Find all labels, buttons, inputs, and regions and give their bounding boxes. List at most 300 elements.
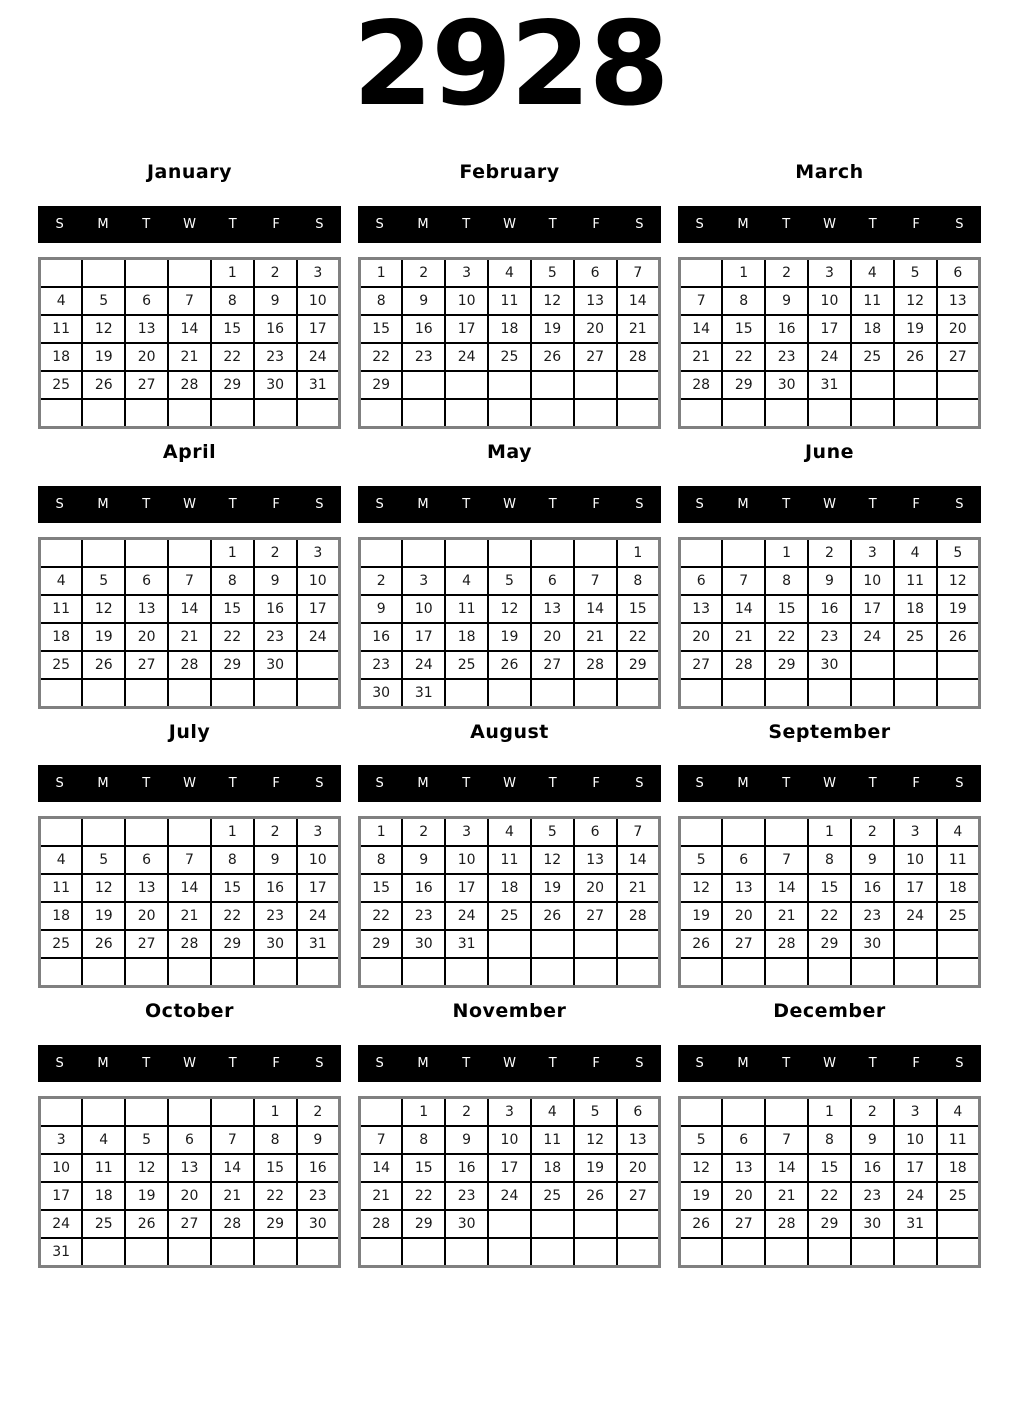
day-cell: 3 — [894, 818, 937, 847]
month-may — [358, 441, 661, 709]
weekday-label: W — [183, 776, 196, 792]
day-cell: 13 — [937, 287, 980, 315]
empty-day-cell — [488, 1210, 531, 1238]
day-cell: 25 — [937, 1182, 980, 1210]
weekday-header — [678, 765, 981, 802]
empty-day-cell — [808, 1238, 851, 1267]
week-row — [40, 902, 340, 930]
weekday-label: T — [548, 496, 557, 512]
day-cell: 27 — [125, 651, 168, 679]
day-cell: 9 — [851, 1126, 894, 1154]
day-cell: 5 — [125, 1126, 168, 1154]
day-cell: 5 — [82, 846, 125, 874]
day-cell: 6 — [574, 818, 617, 847]
day-cell: 27 — [617, 1182, 660, 1210]
week-row — [360, 371, 660, 399]
empty-day-cell — [211, 958, 254, 987]
day-cell: 23 — [765, 343, 808, 371]
day-cell: 8 — [211, 287, 254, 315]
day-cell: 26 — [82, 930, 125, 958]
day-cell: 7 — [617, 818, 660, 847]
day-cell: 29 — [617, 651, 660, 679]
day-cell: 21 — [680, 343, 723, 371]
day-cell: 23 — [402, 902, 445, 930]
week-row — [360, 1182, 660, 1210]
week-row — [360, 399, 660, 428]
empty-day-cell — [297, 651, 340, 679]
month-title: April — [162, 440, 217, 463]
day-cell: 20 — [125, 623, 168, 651]
weekday-label: S — [695, 1056, 704, 1071]
day-cell: 22 — [722, 343, 765, 371]
day-cell: 21 — [168, 902, 211, 930]
month-title: November — [452, 1000, 567, 1023]
day-cell: 19 — [680, 902, 723, 930]
weekday-label: S — [695, 496, 704, 512]
day-cell: 1 — [211, 818, 254, 847]
day-cell: 13 — [125, 595, 168, 623]
weekday-label: S — [955, 496, 964, 512]
day-cell: 31 — [40, 1238, 83, 1267]
weekday-label: W — [823, 1056, 836, 1071]
day-cell: 22 — [808, 1182, 851, 1210]
empty-day-cell — [488, 538, 531, 567]
day-cell: 24 — [488, 1182, 531, 1210]
day-cell: 29 — [360, 930, 403, 958]
month-december — [678, 1000, 981, 1268]
week-row — [360, 930, 660, 958]
weekday-label: T — [782, 1056, 791, 1071]
empty-day-cell — [765, 958, 808, 987]
empty-day-cell — [574, 399, 617, 428]
month-title: July — [168, 720, 211, 743]
empty-day-cell — [445, 679, 488, 708]
day-cell: 17 — [402, 623, 445, 651]
day-cell: 1 — [808, 1098, 851, 1127]
day-cell: 20 — [722, 902, 765, 930]
empty-day-cell — [360, 958, 403, 987]
month-july — [38, 721, 341, 989]
empty-day-cell — [531, 1210, 574, 1238]
day-cell: 16 — [402, 874, 445, 902]
empty-day-cell — [894, 1238, 937, 1267]
day-cell: 7 — [765, 846, 808, 874]
day-cell: 10 — [894, 846, 937, 874]
day-cell: 10 — [808, 287, 851, 315]
weekday-label: W — [503, 216, 516, 232]
day-cell: 30 — [851, 930, 894, 958]
day-cell: 19 — [125, 1182, 168, 1210]
week-row — [40, 818, 340, 847]
day-cell: 6 — [680, 567, 723, 595]
day-cell: 29 — [211, 651, 254, 679]
day-cell: 16 — [402, 315, 445, 343]
empty-day-cell — [402, 371, 445, 399]
empty-day-cell — [82, 1098, 125, 1127]
day-cell: 12 — [680, 874, 723, 902]
day-cell: 18 — [40, 902, 83, 930]
empty-day-cell — [722, 1098, 765, 1127]
empty-day-cell — [894, 679, 937, 708]
day-cell: 20 — [574, 874, 617, 902]
empty-day-cell — [168, 258, 211, 287]
day-cell: 18 — [40, 343, 83, 371]
empty-day-cell — [851, 651, 894, 679]
empty-day-cell — [680, 1238, 723, 1267]
empty-day-cell — [168, 399, 211, 428]
day-cell: 27 — [125, 930, 168, 958]
weekday-label: S — [315, 216, 324, 232]
month-january — [38, 161, 341, 429]
day-cell: 5 — [531, 818, 574, 847]
day-cell: 27 — [574, 343, 617, 371]
day-cell: 4 — [82, 1126, 125, 1154]
empty-day-cell — [402, 538, 445, 567]
day-cell: 14 — [765, 874, 808, 902]
day-cell: 7 — [574, 567, 617, 595]
day-cell: 30 — [808, 651, 851, 679]
day-cell: 11 — [488, 287, 531, 315]
day-cell: 20 — [125, 343, 168, 371]
week-row — [360, 902, 660, 930]
day-cell: 29 — [360, 371, 403, 399]
month-grid — [38, 257, 341, 429]
day-cell: 9 — [360, 595, 403, 623]
day-cell: 26 — [680, 1210, 723, 1238]
month-grid — [38, 1096, 341, 1268]
weekday-label: T — [462, 1056, 471, 1071]
weekday-label: T — [142, 1056, 151, 1071]
weekday-label: S — [695, 216, 704, 232]
day-cell: 10 — [297, 567, 340, 595]
weekday-label: M — [97, 1056, 109, 1071]
weekday-label: M — [97, 776, 109, 792]
day-cell: 19 — [488, 623, 531, 651]
day-cell: 30 — [445, 1210, 488, 1238]
month-february — [358, 161, 661, 429]
weekday-label: S — [695, 776, 704, 792]
day-cell: 26 — [680, 930, 723, 958]
week-row — [360, 651, 660, 679]
month-grid — [678, 816, 981, 988]
day-cell: 24 — [402, 651, 445, 679]
day-cell: 20 — [937, 315, 980, 343]
empty-day-cell — [402, 399, 445, 428]
week-row — [40, 399, 340, 428]
week-row — [40, 1210, 340, 1238]
empty-day-cell — [617, 399, 660, 428]
empty-day-cell — [82, 818, 125, 847]
day-cell: 24 — [40, 1210, 83, 1238]
day-cell: 28 — [722, 651, 765, 679]
week-row — [40, 343, 340, 371]
day-cell: 21 — [617, 874, 660, 902]
day-cell: 28 — [765, 1210, 808, 1238]
week-row — [680, 258, 980, 287]
day-cell: 14 — [765, 1154, 808, 1182]
month-october — [38, 1000, 341, 1268]
day-cell: 7 — [168, 846, 211, 874]
empty-day-cell — [254, 399, 297, 428]
weekday-label: S — [955, 1056, 964, 1071]
week-row — [680, 1238, 980, 1267]
empty-day-cell — [488, 371, 531, 399]
day-cell: 7 — [617, 258, 660, 287]
day-cell: 26 — [574, 1182, 617, 1210]
empty-day-cell — [680, 679, 723, 708]
month-title: January — [146, 161, 233, 183]
weekday-label: M — [417, 216, 429, 232]
day-cell: 2 — [297, 1098, 340, 1127]
empty-day-cell — [937, 1238, 980, 1267]
month-grid — [38, 537, 341, 709]
weekday-header — [38, 765, 341, 802]
day-cell: 29 — [765, 651, 808, 679]
day-cell: 5 — [574, 1098, 617, 1127]
day-cell: 18 — [937, 874, 980, 902]
day-cell: 18 — [894, 595, 937, 623]
day-cell: 26 — [937, 623, 980, 651]
day-cell: 26 — [82, 651, 125, 679]
month-september — [678, 721, 981, 989]
day-cell: 27 — [574, 902, 617, 930]
weekday-label: S — [55, 216, 64, 232]
weekday-header — [358, 206, 661, 243]
weekday-label: F — [912, 496, 920, 512]
weekday-header — [358, 1045, 661, 1082]
day-cell: 22 — [211, 343, 254, 371]
empty-day-cell — [574, 538, 617, 567]
day-cell: 8 — [360, 846, 403, 874]
day-cell: 11 — [40, 315, 83, 343]
day-cell: 14 — [211, 1154, 254, 1182]
day-cell: 14 — [168, 315, 211, 343]
weekday-label: T — [228, 216, 237, 232]
empty-day-cell — [254, 1238, 297, 1267]
weekday-label: T — [462, 496, 471, 512]
empty-day-cell — [531, 958, 574, 987]
day-cell: 2 — [445, 1098, 488, 1127]
day-cell: 2 — [765, 258, 808, 287]
weekday-label: S — [55, 496, 64, 512]
day-cell: 23 — [445, 1182, 488, 1210]
day-cell: 12 — [531, 287, 574, 315]
day-cell: 19 — [680, 1182, 723, 1210]
weekday-header — [678, 486, 981, 523]
empty-day-cell — [680, 399, 723, 428]
day-cell: 11 — [531, 1126, 574, 1154]
weekday-label: T — [462, 776, 471, 792]
day-cell: 21 — [722, 623, 765, 651]
day-cell: 29 — [808, 1210, 851, 1238]
week-row — [360, 1238, 660, 1267]
day-cell: 14 — [574, 595, 617, 623]
day-cell: 5 — [937, 538, 980, 567]
day-cell: 3 — [488, 1098, 531, 1127]
day-cell: 24 — [445, 343, 488, 371]
day-cell: 17 — [297, 315, 340, 343]
day-cell: 1 — [402, 1098, 445, 1127]
day-cell: 4 — [937, 1098, 980, 1127]
day-cell: 7 — [360, 1126, 403, 1154]
day-cell: 25 — [488, 902, 531, 930]
year-title: 2928 — [352, 0, 668, 132]
day-cell: 23 — [851, 902, 894, 930]
weekday-label: T — [142, 776, 151, 792]
day-cell: 28 — [680, 371, 723, 399]
empty-day-cell — [297, 679, 340, 708]
day-cell: 13 — [531, 595, 574, 623]
week-row — [40, 258, 340, 287]
day-cell: 19 — [531, 874, 574, 902]
weekday-label: S — [315, 1056, 324, 1071]
day-cell: 11 — [937, 1126, 980, 1154]
weekday-label: W — [503, 1056, 516, 1071]
empty-day-cell — [254, 958, 297, 987]
day-cell: 15 — [765, 595, 808, 623]
empty-day-cell — [82, 258, 125, 287]
day-cell: 23 — [360, 651, 403, 679]
day-cell: 29 — [808, 930, 851, 958]
day-cell: 6 — [125, 287, 168, 315]
week-row — [360, 874, 660, 902]
day-cell: 21 — [617, 315, 660, 343]
empty-day-cell — [617, 679, 660, 708]
empty-day-cell — [765, 399, 808, 428]
day-cell: 25 — [894, 623, 937, 651]
empty-day-cell — [851, 399, 894, 428]
weekday-header — [38, 1045, 341, 1082]
empty-day-cell — [125, 258, 168, 287]
day-cell: 12 — [82, 874, 125, 902]
day-cell: 17 — [297, 595, 340, 623]
day-cell: 28 — [168, 930, 211, 958]
day-cell: 23 — [254, 623, 297, 651]
empty-day-cell — [40, 818, 83, 847]
day-cell: 30 — [402, 930, 445, 958]
weekday-label: W — [503, 776, 516, 792]
empty-day-cell — [82, 679, 125, 708]
day-cell: 18 — [488, 315, 531, 343]
day-cell: 4 — [937, 818, 980, 847]
day-cell: 22 — [211, 902, 254, 930]
day-cell: 5 — [680, 846, 723, 874]
day-cell: 1 — [211, 538, 254, 567]
day-cell: 15 — [402, 1154, 445, 1182]
empty-day-cell — [168, 1238, 211, 1267]
empty-day-cell — [851, 679, 894, 708]
empty-day-cell — [680, 1098, 723, 1127]
day-cell: 3 — [297, 258, 340, 287]
day-cell: 4 — [894, 538, 937, 567]
week-row — [680, 1182, 980, 1210]
day-cell: 16 — [254, 315, 297, 343]
weekday-label: M — [737, 1056, 749, 1071]
day-cell: 21 — [168, 343, 211, 371]
day-cell: 5 — [82, 287, 125, 315]
day-cell: 17 — [894, 1154, 937, 1182]
empty-day-cell — [722, 818, 765, 847]
day-cell: 24 — [851, 623, 894, 651]
day-cell: 10 — [851, 567, 894, 595]
weekday-label: S — [375, 496, 384, 512]
empty-day-cell — [680, 538, 723, 567]
day-cell: 28 — [211, 1210, 254, 1238]
weekday-label: S — [315, 496, 324, 512]
day-cell: 1 — [808, 818, 851, 847]
week-row — [360, 287, 660, 315]
empty-day-cell — [488, 1238, 531, 1267]
day-cell: 31 — [808, 371, 851, 399]
month-title: February — [459, 161, 560, 183]
empty-day-cell — [360, 1238, 403, 1267]
empty-day-cell — [574, 679, 617, 708]
day-cell: 1 — [617, 538, 660, 567]
day-cell: 17 — [445, 315, 488, 343]
day-cell: 8 — [765, 567, 808, 595]
day-cell: 13 — [125, 315, 168, 343]
day-cell: 27 — [531, 651, 574, 679]
day-cell: 20 — [574, 315, 617, 343]
day-cell: 6 — [574, 258, 617, 287]
day-cell: 9 — [402, 287, 445, 315]
weekday-label: W — [823, 496, 836, 512]
day-cell: 27 — [722, 930, 765, 958]
day-cell: 30 — [297, 1210, 340, 1238]
day-cell: 15 — [808, 874, 851, 902]
day-cell: 10 — [297, 287, 340, 315]
day-cell: 22 — [254, 1182, 297, 1210]
day-cell: 8 — [360, 287, 403, 315]
month-title: October — [145, 1000, 234, 1023]
empty-day-cell — [211, 679, 254, 708]
week-row — [360, 846, 660, 874]
week-row — [360, 595, 660, 623]
month-grid — [358, 1096, 661, 1268]
day-cell: 25 — [851, 343, 894, 371]
week-row — [680, 287, 980, 315]
day-cell: 5 — [531, 258, 574, 287]
day-cell: 22 — [808, 902, 851, 930]
day-cell: 15 — [211, 874, 254, 902]
day-cell: 12 — [125, 1154, 168, 1182]
day-cell: 7 — [722, 567, 765, 595]
day-cell: 12 — [574, 1126, 617, 1154]
empty-day-cell — [211, 1238, 254, 1267]
empty-day-cell — [617, 1238, 660, 1267]
day-cell: 24 — [297, 343, 340, 371]
day-cell: 9 — [851, 846, 894, 874]
empty-day-cell — [851, 1238, 894, 1267]
week-row — [360, 538, 660, 567]
empty-day-cell — [937, 371, 980, 399]
weekday-label: M — [97, 496, 109, 512]
day-cell: 11 — [82, 1154, 125, 1182]
day-cell: 20 — [722, 1182, 765, 1210]
day-cell: 15 — [722, 315, 765, 343]
empty-day-cell — [402, 958, 445, 987]
weekday-label: W — [823, 216, 836, 232]
day-cell: 13 — [574, 287, 617, 315]
weekday-label: F — [592, 496, 600, 512]
weekday-label: S — [55, 776, 64, 792]
week-row — [40, 930, 340, 958]
day-cell: 26 — [531, 343, 574, 371]
day-cell: 2 — [254, 258, 297, 287]
empty-day-cell — [211, 399, 254, 428]
day-cell: 12 — [82, 315, 125, 343]
month-june — [678, 441, 981, 709]
